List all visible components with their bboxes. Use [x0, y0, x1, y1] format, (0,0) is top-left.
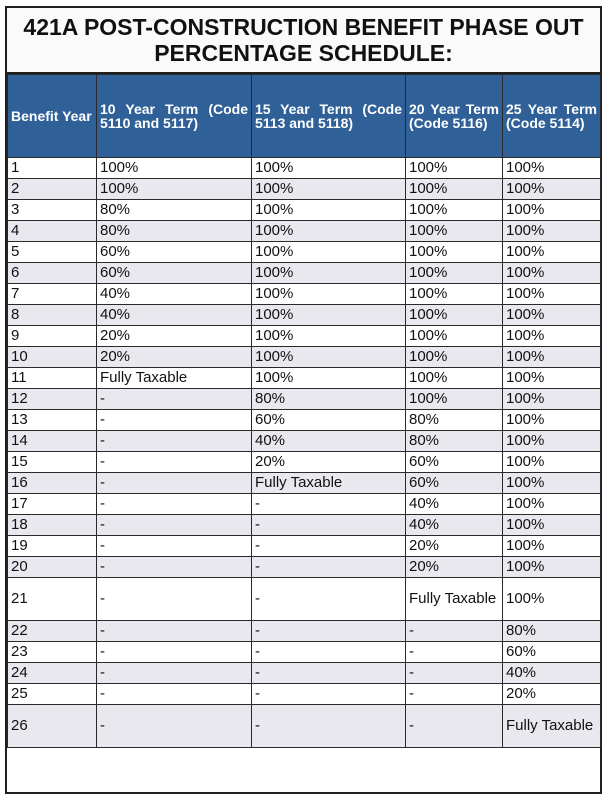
cell-25-year-term: 100%: [503, 515, 601, 536]
cell-25-year-term: 100%: [503, 410, 601, 431]
document-title: [7, 8, 600, 74]
cell-15-year-term: -: [252, 494, 406, 515]
table-row: [8, 389, 601, 410]
cell-benefit-year: 13: [8, 410, 97, 431]
cell-15-year-term: 100%: [252, 200, 406, 221]
cell-15-year-term: Fully Taxable: [252, 473, 406, 494]
cell-10-year-term: 40%: [97, 284, 252, 305]
cell-10-year-term: -: [97, 515, 252, 536]
cell-15-year-term: 80%: [252, 389, 406, 410]
cell-25-year-term: 100%: [503, 221, 601, 242]
cell-15-year-term: 60%: [252, 410, 406, 431]
table-row: [8, 410, 601, 431]
cell-10-year-term: -: [97, 705, 252, 748]
table-row: [8, 473, 601, 494]
cell-10-year-term: 80%: [97, 200, 252, 221]
cell-benefit-year: 14: [8, 431, 97, 452]
cell-10-year-term: -: [97, 578, 252, 621]
cell-benefit-year: 16: [8, 473, 97, 494]
cell-benefit-year: 11: [8, 368, 97, 389]
cell-benefit-year: 6: [8, 263, 97, 284]
cell-15-year-term: 100%: [252, 221, 406, 242]
cell-10-year-term: -: [97, 557, 252, 578]
cell-20-year-term: 40%: [406, 515, 503, 536]
cell-25-year-term: 100%: [503, 557, 601, 578]
cell-10-year-term: -: [97, 473, 252, 494]
cell-20-year-term: 100%: [406, 305, 503, 326]
table-row: [8, 368, 601, 389]
cell-25-year-term: 100%: [503, 200, 601, 221]
cell-25-year-term: 100%: [503, 284, 601, 305]
cell-20-year-term: 100%: [406, 221, 503, 242]
cell-15-year-term: -: [252, 515, 406, 536]
table-row: [8, 663, 601, 684]
cell-20-year-term: 100%: [406, 158, 503, 179]
cell-10-year-term: -: [97, 389, 252, 410]
cell-benefit-year: 20: [8, 557, 97, 578]
cell-25-year-term: 100%: [503, 242, 601, 263]
cell-benefit-year: 1: [8, 158, 97, 179]
cell-10-year-term: -: [97, 663, 252, 684]
cell-15-year-term: -: [252, 578, 406, 621]
cell-15-year-term: -: [252, 705, 406, 748]
cell-10-year-term: 60%: [97, 242, 252, 263]
cell-20-year-term: -: [406, 705, 503, 748]
cell-15-year-term: 100%: [252, 368, 406, 389]
cell-15-year-term: 100%: [252, 263, 406, 284]
cell-15-year-term: 100%: [252, 284, 406, 305]
cell-benefit-year: 5: [8, 242, 97, 263]
cell-20-year-term: 60%: [406, 473, 503, 494]
cell-benefit-year: 17: [8, 494, 97, 515]
schedule-document: [5, 6, 602, 794]
cell-20-year-term: 100%: [406, 242, 503, 263]
cell-20-year-term: 100%: [406, 263, 503, 284]
cell-10-year-term: 40%: [97, 305, 252, 326]
cell-20-year-term: Fully Taxable: [406, 578, 503, 621]
cell-20-year-term: 100%: [406, 326, 503, 347]
cell-20-year-term: 60%: [406, 452, 503, 473]
cell-25-year-term: 100%: [503, 452, 601, 473]
cell-25-year-term: 100%: [503, 347, 601, 368]
title-line-2: PERCENTAGE SCHEDULE:: [154, 40, 453, 66]
table-row: [8, 326, 601, 347]
cell-benefit-year: 24: [8, 663, 97, 684]
cell-20-year-term: -: [406, 621, 503, 642]
cell-benefit-year: 8: [8, 305, 97, 326]
cell-15-year-term: -: [252, 557, 406, 578]
cell-10-year-term: -: [97, 621, 252, 642]
cell-10-year-term: 100%: [97, 158, 252, 179]
cell-25-year-term: 100%: [503, 158, 601, 179]
cell-15-year-term: 100%: [252, 326, 406, 347]
table-row: [8, 158, 601, 179]
cell-10-year-term: 100%: [97, 179, 252, 200]
cell-10-year-term: -: [97, 494, 252, 515]
table-header-row: [8, 75, 601, 158]
cell-20-year-term: 20%: [406, 557, 503, 578]
table-row: [8, 242, 601, 263]
cell-15-year-term: -: [252, 621, 406, 642]
cell-25-year-term: 100%: [503, 305, 601, 326]
table-row: [8, 621, 601, 642]
cell-20-year-term: 100%: [406, 200, 503, 221]
cell-10-year-term: -: [97, 452, 252, 473]
cell-benefit-year: 15: [8, 452, 97, 473]
cell-20-year-term: 100%: [406, 284, 503, 305]
table-row: [8, 536, 601, 557]
cell-25-year-term: 80%: [503, 621, 601, 642]
cell-15-year-term: 100%: [252, 158, 406, 179]
cell-25-year-term: 100%: [503, 263, 601, 284]
title-line-1: 421A POST-CONSTRUCTION BENEFIT PHASE OUT: [23, 14, 584, 40]
cell-benefit-year: 9: [8, 326, 97, 347]
table-row: [8, 263, 601, 284]
cell-10-year-term: 20%: [97, 326, 252, 347]
cell-20-year-term: 80%: [406, 431, 503, 452]
cell-20-year-term: 100%: [406, 179, 503, 200]
table-row: [8, 431, 601, 452]
table-row: [8, 284, 601, 305]
cell-benefit-year: 26: [8, 705, 97, 748]
header-10-year-term: 10 Year Term (Code 5110 and 5117): [97, 75, 252, 158]
cell-25-year-term: 60%: [503, 642, 601, 663]
cell-20-year-term: 40%: [406, 494, 503, 515]
cell-20-year-term: 100%: [406, 389, 503, 410]
cell-benefit-year: 21: [8, 578, 97, 621]
table-row: [8, 557, 601, 578]
table-row: [8, 452, 601, 473]
cell-15-year-term: 100%: [252, 242, 406, 263]
cell-benefit-year: 7: [8, 284, 97, 305]
cell-25-year-term: 100%: [503, 326, 601, 347]
cell-benefit-year: 18: [8, 515, 97, 536]
table-row: [8, 221, 601, 242]
cell-10-year-term: -: [97, 431, 252, 452]
cell-20-year-term: 100%: [406, 368, 503, 389]
cell-15-year-term: 40%: [252, 431, 406, 452]
cell-20-year-term: -: [406, 663, 503, 684]
cell-15-year-term: 100%: [252, 305, 406, 326]
cell-benefit-year: 23: [8, 642, 97, 663]
cell-15-year-term: -: [252, 536, 406, 557]
header-15-year-term: 15 Year Term (Code 5113 and 5118): [252, 75, 406, 158]
cell-25-year-term: 20%: [503, 684, 601, 705]
table-row: [8, 179, 601, 200]
cell-25-year-term: 40%: [503, 663, 601, 684]
cell-20-year-term: 100%: [406, 347, 503, 368]
header-20-year-term: 20 Year Term (Code 5116): [406, 75, 503, 158]
cell-15-year-term: 100%: [252, 179, 406, 200]
table-row: [8, 515, 601, 536]
table-body: [8, 158, 601, 748]
table-row: [8, 642, 601, 663]
cell-25-year-term: 100%: [503, 473, 601, 494]
cell-benefit-year: 4: [8, 221, 97, 242]
cell-15-year-term: -: [252, 663, 406, 684]
cell-20-year-term: 80%: [406, 410, 503, 431]
cell-10-year-term: -: [97, 642, 252, 663]
cell-25-year-term: 100%: [503, 494, 601, 515]
table-row: [8, 705, 601, 748]
cell-15-year-term: 20%: [252, 452, 406, 473]
cell-benefit-year: 25: [8, 684, 97, 705]
cell-benefit-year: 2: [8, 179, 97, 200]
cell-15-year-term: -: [252, 684, 406, 705]
phase-out-table: [7, 74, 601, 748]
cell-10-year-term: Fully Taxable: [97, 368, 252, 389]
cell-benefit-year: 19: [8, 536, 97, 557]
header-25-year-term: 25 Year Term (Code 5114): [503, 75, 601, 158]
cell-10-year-term: 80%: [97, 221, 252, 242]
table-row: [8, 684, 601, 705]
cell-20-year-term: -: [406, 684, 503, 705]
cell-25-year-term: 100%: [503, 179, 601, 200]
cell-25-year-term: 100%: [503, 536, 601, 557]
header-benefit-year: Benefit Year: [8, 75, 97, 158]
cell-20-year-term: 20%: [406, 536, 503, 557]
cell-benefit-year: 10: [8, 347, 97, 368]
cell-15-year-term: -: [252, 642, 406, 663]
cell-10-year-term: 60%: [97, 263, 252, 284]
table-row: [8, 305, 601, 326]
table-row: [8, 494, 601, 515]
cell-25-year-term: 100%: [503, 368, 601, 389]
cell-benefit-year: 22: [8, 621, 97, 642]
cell-10-year-term: -: [97, 536, 252, 557]
cell-benefit-year: 3: [8, 200, 97, 221]
table-row: [8, 200, 601, 221]
cell-10-year-term: 20%: [97, 347, 252, 368]
cell-15-year-term: 100%: [252, 347, 406, 368]
table-row: [8, 578, 601, 621]
cell-25-year-term: 100%: [503, 578, 601, 621]
cell-10-year-term: -: [97, 410, 252, 431]
cell-10-year-term: -: [97, 684, 252, 705]
cell-25-year-term: Fully Taxable: [503, 705, 601, 748]
table-row: [8, 347, 601, 368]
cell-20-year-term: -: [406, 642, 503, 663]
cell-benefit-year: 12: [8, 389, 97, 410]
cell-25-year-term: 100%: [503, 431, 601, 452]
cell-25-year-term: 100%: [503, 389, 601, 410]
